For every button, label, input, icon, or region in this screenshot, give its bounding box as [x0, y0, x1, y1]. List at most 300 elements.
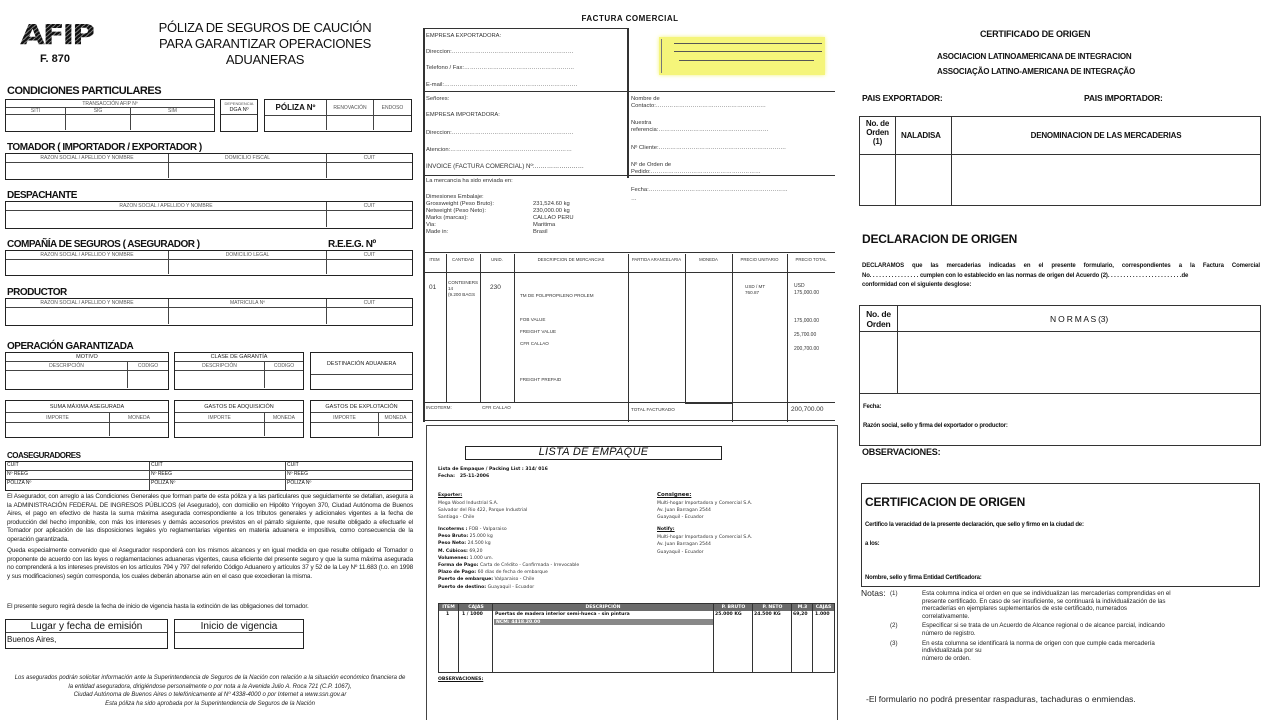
shipping-detail-label: Incoterms : [438, 527, 468, 532]
poliza-footer [5, 674, 415, 708]
shipping-detail-label: Peso Neto: [438, 541, 467, 547]
consignee-line: Av. Juan Barragan 2544 [657, 508, 711, 513]
adquisicion-moneda-field[interactable] [265, 423, 303, 436]
lugar-fecha-label: Lugar y fecha de emisión [6, 620, 167, 633]
shipment-label: Grossweight (Peso Bruto): [426, 201, 494, 207]
col-orden-line: No. de [865, 119, 890, 128]
shipping-detail-row [438, 527, 507, 532]
cfr-callao-label: CFR CALLAO [520, 341, 549, 346]
dependencia-label: DEPENDENCIA [224, 100, 254, 106]
shipping-detail-label: Puerto de embarque: [438, 577, 494, 583]
suma-importe-field[interactable] [6, 423, 110, 436]
adquisicion-importe-label: IMPORTE [175, 413, 265, 422]
productor-cuit-field[interactable] [327, 308, 412, 324]
mercaderias-table [859, 116, 1261, 206]
items-column-header: ITEM [429, 257, 440, 262]
senores-label: Señores: [426, 96, 450, 102]
coaseg-reeg-label: Nº REEG [286, 471, 412, 480]
sig-field[interactable] [66, 115, 131, 130]
telefono-field[interactable]: Telefono / Fax:………………………………………………… [426, 65, 575, 71]
compania-col-cuit: CUIT [363, 252, 376, 258]
suma-box [5, 400, 169, 438]
declaracion-text [862, 262, 1260, 291]
clase-codigo-field[interactable] [265, 371, 303, 388]
freight-value-label: FREIGHT VALUE [520, 329, 557, 334]
packing-descripcion: Puertas de madera interior semi-hueca - sin pintura [495, 612, 630, 617]
explotacion-importe-field[interactable] [311, 423, 379, 436]
coaseg-reeg-label: Nº REEG [150, 471, 285, 480]
suma-moneda-label: MONEDA [128, 414, 150, 421]
precio-unitario [745, 284, 765, 296]
invoice-number-field[interactable]: INVOICE (FACTURA COMERCIAL) Nº:…………………… [426, 163, 584, 170]
exporter-line: Salvador del Rio 422, Parque Industrial [438, 508, 528, 513]
despachante-cuit-field[interactable] [327, 211, 412, 227]
certifico-text: Certifico la veracidad de la presente declaración, que sello y firmo en la ciudad de: [865, 522, 1084, 528]
empresa-importadora-label: EMPRESA IMPORTADORA: [426, 112, 500, 118]
packing-list-value: 314/ 016 [525, 467, 548, 472]
shipment-label: Made in: [426, 229, 449, 235]
col-sim: SIM [168, 108, 177, 114]
tomador-col-cuit: CUIT [363, 155, 376, 161]
poliza-title-line2: PARA GARANTIZAR OPERACIONES ADUANERAS [159, 36, 371, 67]
certificado-title: CERTIFICADO DE ORIGEN [980, 29, 1091, 39]
clase-descripcion-field[interactable] [175, 371, 265, 388]
items-table [423, 254, 835, 422]
explotacion-label: GASTOS DE EXPLOTACIÓN [311, 401, 412, 413]
normas-field[interactable] [898, 332, 1260, 393]
col-sig: SIG [66, 108, 131, 114]
inicio-vigencia-field[interactable] [175, 633, 303, 647]
declaracion-line: DECLARAMOS que las mercaderias indicadas en el presente formulario, correspondientes a la Factura Comercial [862, 263, 1260, 269]
fob-value-label: FOB VALUE [520, 317, 546, 322]
norma-orden-field[interactable] [860, 332, 897, 393]
coasegurador-col-1 [6, 462, 150, 490]
destinacion-box [310, 352, 413, 390]
afip-poliza-document [0, 0, 420, 720]
packing-column-header: P. NETO [762, 604, 783, 610]
pedido-field[interactable]: Pedido:………………………………………………… [631, 169, 761, 175]
cantidad-line: 14 [448, 286, 454, 291]
precio-total-head [794, 283, 819, 297]
shipping-detail-value: Carta de Crédito - Confirmada - Irrevocable [478, 563, 580, 568]
packing-date-value: 25-11-2006 [459, 474, 490, 479]
shipping-detail-value: 1.000 um. [468, 555, 494, 561]
a-los-label: a los: [865, 541, 880, 547]
compania-col-razon: RAZON SOCIAL / APELLIDO Y NOMBRE [6, 251, 169, 259]
inicio-vigencia-box [174, 619, 304, 649]
shipping-detail-value: FOB - Valparaiso [467, 527, 507, 532]
norma-orden-line: Orden [866, 319, 891, 329]
fob-value: 175,000.00 [794, 318, 820, 324]
lugar-fecha-value[interactable]: Buenos Aires, [7, 635, 57, 644]
consignee-line: Multi-hogar Importadora y Comercial S.A. [657, 501, 753, 506]
explotacion-box [310, 400, 413, 438]
packing-neto: 24.500 KG [754, 612, 781, 617]
form-number: F. 870 [40, 53, 70, 65]
cliente-field[interactable]: Nº Cliente:………………………………………………………… [631, 145, 787, 151]
norma-orden-line: No. de [866, 309, 891, 319]
shipping-detail-row [438, 556, 493, 561]
productor-col-cuit: CUIT [363, 300, 376, 306]
transaccion-box [5, 99, 215, 132]
tomador-col-razon: RAZON SOCIAL / APELLIDO Y NOMBRE [6, 154, 169, 162]
packing-column-header: CAJAS [815, 604, 832, 610]
declaracion-line: conformidad con el siguiente desglose: [862, 282, 972, 288]
shipping-detail-label: Volumenes: [438, 555, 469, 561]
precio-total-value: 175,000.00 [794, 290, 820, 296]
siti-field[interactable] [6, 115, 66, 130]
endoso-field[interactable] [374, 116, 411, 130]
item-description: TM DE POLIPROPILENO PROLEM [520, 293, 594, 298]
col-orden-header [860, 119, 895, 146]
item-number: 01 [429, 284, 437, 291]
packing-column-header: M.3 [797, 604, 808, 610]
compania-col-domicilio: DOMICILIO LEGAL [169, 251, 327, 259]
tomador-box [5, 153, 413, 180]
suma-label: SUMA MÁXIMA ASEGURADA [6, 401, 168, 413]
empaque-title: LISTA DE EMPAQUE [465, 446, 722, 460]
tomador-cuit-field[interactable] [327, 163, 412, 178]
adquisicion-moneda-label: MONEDA [273, 414, 295, 421]
despachante-col-cuit: CUIT [363, 203, 376, 209]
note-line: presente certificado. En caso de ser insuficiente, se continuará la individualización de las [922, 597, 1166, 605]
packing-table [438, 603, 835, 673]
suma-moneda-field[interactable] [110, 423, 168, 436]
inicio-vigencia-label: Inicio de vigencia [175, 620, 303, 633]
cfr-value: 200,700.00 [794, 346, 820, 352]
note-number: (1) [890, 590, 898, 597]
note-number: (2) [890, 622, 898, 630]
precio-unitario-currency: USD / MT [745, 284, 766, 289]
note-text [922, 622, 1220, 637]
items-column-header: DESCRIPCION DE MERCANCIAS [537, 257, 605, 262]
shipment-value: Brasil [533, 229, 548, 235]
shipment-value: CALLAO PERU [533, 215, 574, 221]
assoc-spanish: ASOCIACION LATINOAMERICANA DE INTEGRACION [937, 52, 1132, 61]
naladisa-field[interactable] [896, 155, 951, 205]
coaseg-poliza-label: PÓLIZA Nº [151, 480, 176, 486]
final-note: -El formulario no podrá presentar raspaduras, tachaduras o enmiendas. [866, 694, 1136, 704]
notify-line: Guayaquil - Ecuador [657, 549, 704, 555]
motivo-label: MOTIVO [6, 353, 168, 362]
col-siti: SITI [6, 108, 66, 114]
lugar-fecha-box [5, 619, 168, 649]
adquisicion-box [174, 400, 304, 438]
shipping-detail-row [438, 577, 534, 582]
consignee-address [657, 500, 752, 521]
productor-box [5, 298, 413, 326]
poliza-label: PÓLIZA Nº [265, 100, 327, 115]
factura-comercial-document [420, 0, 840, 425]
item-unid: 230 [490, 284, 501, 291]
col-orden-line: (1) [872, 137, 883, 146]
coaseguradores-heading: COASEGURADORES [7, 451, 81, 460]
shipping-detail-value: Guayaquil - Ecuador [486, 584, 535, 590]
items-column-header: CANTIDAD [452, 257, 474, 262]
shipping-detail-label: M. Cúbicos: [438, 548, 468, 554]
norma-orden-header [860, 309, 897, 329]
productor-col-matricula: MATRICULA Nº [169, 299, 327, 307]
col-denominacion-header: DENOMINACION DE LAS MERCADERIAS [1030, 131, 1182, 140]
motivo-codigo-label: CODIGO [137, 363, 159, 369]
shipment-label: Netweight (Peso Neto): [426, 208, 486, 214]
notify-address [657, 534, 752, 556]
note-line: mercaderías en ejemplares suplementarios de este certificado, numerados [922, 605, 1127, 613]
tomador-razon-field[interactable] [6, 163, 169, 178]
total-facturado-value: 200,700.00 [791, 406, 824, 413]
packing-date-label: Fecha: [438, 474, 455, 479]
tomador-col-domicilio: DOMICILIO FISCAL [169, 154, 327, 162]
coaseguradores-box [5, 461, 413, 491]
highlight-box [659, 37, 825, 75]
packing-bruto: 25.000 KG [715, 612, 742, 617]
shipping-detail-row [438, 570, 548, 575]
nuestra-referencia-label: Nuestra [631, 120, 652, 126]
shipping-detail-value: 25.000 kg [468, 534, 493, 540]
renovacion-field[interactable] [327, 116, 374, 130]
direccion-importadora-field[interactable]: Direccion:……………………………………………………… [426, 130, 574, 136]
dga-field[interactable] [221, 115, 257, 130]
dimensiones-label: Dimesiones Embalaje: [426, 194, 484, 200]
note-text [922, 590, 1220, 620]
clase-label: CLASE DE GARANTÍA [175, 353, 303, 362]
dga-label: DGA Nº [221, 106, 257, 115]
footer-line: Los asegurados podrán solicitar información ante la Superintendencia de Seguros de la Nación con relación a la situación económico financiera de [14, 675, 406, 681]
motivo-descripcion-field[interactable] [6, 371, 128, 388]
note-line: Especificar si se trata de un Acuerdo de Alcance regional o de alcance parcial, indicando [922, 622, 1165, 630]
footer-line: Esta póliza ha sido aprobada por la Superintendencia de Seguros de la Nación [105, 700, 315, 707]
declaracion-line: No. . . . . . . . . . . . . . . . cumplen con lo establecido en las normas de origen del Acuerdo (2). . . . . . . . . . . . . . . . . . . . . . . .de [862, 272, 1189, 279]
note-text [922, 640, 1220, 663]
items-column-header: MONEDA [699, 257, 718, 262]
shipment-label: Via: [426, 222, 436, 228]
motivo-descripcion-label: DESCRIPCIÓN [6, 362, 128, 370]
empresa-exportadora-label: EMPRESA EXPORTADORA: [426, 33, 502, 39]
despachante-box [5, 201, 413, 229]
contacto-field[interactable]: Contacto:………………………………………………… [631, 103, 766, 109]
shipping-detail-label: Peso Bruto: [438, 534, 469, 540]
direccion-exportadora-field[interactable]: Direccion:……………………………………………………… [426, 49, 574, 55]
exporter-line: Santiago - Chile [438, 515, 475, 520]
denominacion-field[interactable] [952, 155, 1260, 205]
packing-column-header: P. BRUTO [721, 604, 746, 610]
coaseg-poliza-label: PÓLIZA Nº [7, 480, 32, 486]
condiciones-heading: CONDICIONES PARTICULARES [7, 85, 162, 97]
observaciones-label: OBSERVACIONES: [438, 677, 484, 682]
freight-value: 25,700.00 [794, 332, 817, 338]
adquisicion-importe-field[interactable] [175, 423, 265, 436]
cert-observaciones-label: OBSERVACIONES: [862, 447, 941, 457]
destinacion-label: DESTINACIÓN ADUANERA [311, 353, 412, 375]
shipment-value: Maritima [533, 222, 556, 228]
exporter-address [438, 500, 527, 521]
declaracion-title: DECLARACION DE ORIGEN [862, 232, 1018, 246]
poliza-paragraph-3: El presente seguro regirá desde la fecha de inicio de vigencia hasta la extinción de las obligaciones del tomador. [7, 603, 309, 610]
poliza-field[interactable] [265, 116, 327, 130]
shipping-detail-value: 24.500 kg [466, 541, 491, 547]
enviada-label: La mercancia ha sido enviada en: [426, 178, 513, 184]
shipping-detail-value: 69,20 [467, 548, 483, 554]
notas-label: Notas: [861, 588, 886, 598]
compania-razon-field[interactable] [6, 260, 169, 274]
packing-ncm: NCM: 4418.20.00 [496, 619, 541, 625]
coasegurador-col-3 [286, 462, 412, 490]
col-naladisa-header: NALADISA [901, 131, 941, 140]
cantidad-line: CONTEINERS [448, 280, 479, 285]
productor-col-razon: RAZON SOCIAL / APELLIDO Y NOMBRE [6, 299, 169, 307]
clase-descripcion-label: DESCRIPCIÓN [175, 362, 265, 370]
lista-empaque-document [426, 425, 838, 720]
packing-list-label: Lista de Empaque / Packing List : [438, 467, 524, 472]
note-line: número de registro. [922, 629, 976, 637]
notify-line: Multi-hogar Importadora y Comercial S.A. [657, 535, 753, 540]
productor-heading: PRODUCTOR [7, 287, 67, 298]
coaseg-poliza-label: PÓLIZA Nº [287, 480, 312, 486]
compania-cuit-field[interactable] [327, 260, 412, 274]
normas-header: N O R M A S (3) [1050, 314, 1108, 324]
notify-title: Notify: [657, 527, 675, 532]
endoso-label: ENDOSO [381, 104, 404, 111]
packing-column-header: ITEM [442, 604, 455, 610]
coaseg-reeg-label: Nº REEG [6, 471, 149, 480]
explotacion-importe-label: IMPORTE [311, 413, 379, 422]
incoterm-label: INCOTERM: [426, 405, 452, 410]
packing-m3: 69,20 [793, 612, 808, 617]
poliza-title-line1: PÓLIZA DE SEGUROS DE CAUCIÓN [158, 20, 372, 35]
note-line: correlativamente. [922, 612, 970, 620]
suma-importe-label: IMPORTE [6, 413, 110, 422]
poliza-box [264, 99, 412, 132]
motivo-codigo-field[interactable] [128, 371, 168, 388]
compania-box [5, 250, 413, 276]
pais-importador-label: PAIS IMPORTADOR: [1084, 93, 1163, 103]
shipping-detail-value: 60 días de fecha de embarque [476, 570, 548, 576]
pais-exportador-label: PAIS EXPORTADOR: [862, 93, 943, 103]
footer-line: Ciudad Autónoma de Buenos Aires o telefónicamente al Nº 4338-4000 o por Internet a www.ssn.gov.ar [73, 692, 347, 698]
explotacion-moneda-field[interactable] [379, 423, 412, 436]
email-field[interactable]: E-mail:…………………………………………………………… [426, 82, 578, 88]
exporter-title: Exporter: [438, 493, 463, 498]
certificado-origen-document [850, 0, 1280, 720]
shipping-detail-label: Forma de Pago: [438, 563, 479, 568]
consignee-title: Consignee: [657, 492, 692, 498]
poliza-title [140, 20, 390, 68]
packing-column-header: CAJAS [468, 604, 484, 610]
renovacion-label: RENOVACIÓN [327, 100, 374, 115]
operacion-heading: OPERACIÓN GARANTIZADA [7, 341, 134, 352]
poliza-paragraph-2: Queda especialmente convenido que el Asegurador responderá con los mismos alcances y en igual medida en que resulte obligado el Tomador o proponente de acuerdo con las leyes o reglamentaciones aduaneras vigentes, causa eficiente del presente seguro y que la suma máxima asegurada no comprenderá a los intereses previstos en los artículos 794 y 797 del referido Código Aduanero y artículos 37 y 52 de la Ley Nº 11.683 (t.o. en 1998 y sus modificaciones) según corresponda, los cuales deberán abonarse aún en el caso que excedieran la misma. [7, 547, 413, 580]
shipping-detail-row [438, 534, 493, 539]
productor-razon-field[interactable] [6, 308, 169, 324]
referencia-field[interactable]: referencia:………………………………………………… [631, 127, 769, 133]
items-column-header: PARTIDA ARANCELARIA [631, 257, 682, 262]
poliza-paragraph-1: El Asegurador, con arreglo a las Condiciones Generales que forman parte de esta póliza y a las particulares que seguidamente se detallan, asegura a la ADMINISTRACIÓN FEDERAL DE INGRESOS PÚBLICOS (el Asegurado), con domicilio en Hipólito Yrigoyen 370, Ciudad Autónoma de Buenos Aires, el pago en efectivo de hasta la suma máxima asegurada correspondiente a los tributos generales y adicionales vigentes a la fecha de producción del hecho imponible, con más los intereses y demás accesorios previstos en el párrafo siguiente, que resulte obligado a efectuarle el Tomador por aplicación de las disposiciones legales y/o reglamentarias vigentes en materia aduanera e impositiva, como consecuencia de la operación garantizada. [7, 493, 413, 543]
note-number: (3) [890, 639, 898, 647]
normas-table [859, 305, 1261, 446]
compania-heading: COMPAÑÍA DE SEGUROS ( ASEGURADOR ) [7, 239, 200, 250]
col-orden-line: Orden [866, 128, 889, 137]
explotacion-moneda-label: MONEDA [384, 414, 407, 421]
consignee-line: Guayaquil - Ecuador [657, 515, 704, 520]
adquisicion-label: GASTOS DE ADQUISICIÓN [175, 401, 303, 413]
shipping-detail-row [438, 549, 483, 554]
precio-total-currency: USD [794, 283, 805, 289]
despachante-razon-field[interactable] [6, 211, 327, 227]
productor-matricula-field[interactable] [169, 308, 327, 324]
total-facturado-label: TOTAL FACTURADO [631, 407, 675, 412]
note-line: Esta columna indica el orden en que se individualizan las mercaderías comprendidas en el [922, 590, 1171, 597]
tomador-heading: TOMADOR ( IMPORTADOR / EXPORTADOR ) [7, 142, 202, 153]
assoc-portuguese: ASSOCIAÇÃO LATINO-AMERICANA DE INTEGRAÇÃO [937, 67, 1136, 76]
dependencia-box [220, 99, 258, 132]
atencion-field[interactable]: Atencion:……………………………………………………… [426, 147, 572, 153]
shipping-detail-label: Puerto de destino: [438, 584, 487, 590]
despachante-col-razon: RAZON SOCIAL / APELLIDO Y NOMBRE [6, 202, 327, 210]
items-column-header: PRECIO TOTAL [795, 257, 827, 262]
fecha-field[interactable]: Fecha:……………………………………………………………… [631, 187, 788, 193]
items-column-header: UNID. [491, 257, 503, 262]
shipment-label: Marks (marcas): [426, 215, 468, 221]
note-line: individualizada por su [922, 647, 982, 655]
factura-title: FACTURA COMERCIAL [581, 14, 679, 23]
coaseg-cuit-label: CUIT [150, 462, 285, 471]
shipping-detail-row [438, 541, 491, 546]
clase-box [174, 352, 304, 390]
certificacion-box [861, 483, 1260, 587]
sim-field[interactable] [131, 115, 214, 130]
shipping-detail-row [438, 585, 534, 590]
fecha-continuation: … [631, 196, 637, 202]
orden-field[interactable] [860, 155, 895, 205]
packing-item: 1 [446, 612, 450, 617]
shipment-value: 230,000.00 kg [533, 208, 570, 214]
coaseg-cuit-label: CUIT [286, 462, 412, 471]
packing-date [438, 474, 489, 479]
destinacion-field[interactable] [311, 375, 412, 388]
shipping-detail-row [438, 563, 579, 568]
certificacion-title: CERTIFICACION DE ORIGEN [865, 495, 1026, 509]
note-line: En esta columna se identificará la norma de origen con que cumple cada mercadería [922, 639, 1155, 647]
items-column-header: PRECIO UNITARIO [740, 257, 779, 262]
packing-cajas-total: 1.000 [815, 612, 830, 617]
item-cantidad [448, 280, 478, 298]
footer-line: la entidad aseguradora, dirigiéndose personalmente o por nota a la Avenida Julio A. Roca 721 (C.P. 1067), [68, 683, 352, 690]
shipping-detail-value: Valparaiso - Chile [493, 577, 535, 583]
clase-codigo-label: CODIGO [273, 363, 295, 369]
nombre-contacto-label: Nombre de [631, 96, 660, 102]
despachante-heading: DESPACHANTE [7, 190, 77, 201]
transaccion-label: TRANSACCIÓN AFIP Nº [6, 100, 214, 108]
coasegurador-col-2 [150, 462, 286, 490]
packing-cajas: 1 / 1000 [462, 612, 483, 617]
precio-unitario-value: 760.87 [745, 290, 760, 295]
note-line: número de orden. [922, 654, 971, 662]
cantidad-line: (9.200 BAGS [448, 292, 476, 297]
tomador-domicilio-field[interactable] [169, 163, 327, 178]
coaseg-cuit-label: CUIT [6, 462, 149, 471]
nombre-entidad-label: Nombre, sello y firma Entidad Certificadora: [865, 575, 982, 581]
exporter-line: Mega Wood Industrial S.A. [438, 501, 499, 506]
declaracion-fecha-label: Fecha: [863, 404, 882, 410]
shipping-detail-label: Plazo de Pago: [438, 570, 477, 576]
compania-domicilio-field[interactable] [169, 260, 327, 274]
freight-prepaid-label: FREIGHT PREPAID [520, 377, 562, 382]
motivo-box [5, 352, 169, 390]
shipment-value: 231,524.60 kg [533, 201, 570, 207]
packing-column-header: DESCRIPCIÓN [585, 604, 621, 610]
incoterm-value: CFR CALLAO [482, 405, 511, 410]
packing-list-number [438, 467, 548, 472]
